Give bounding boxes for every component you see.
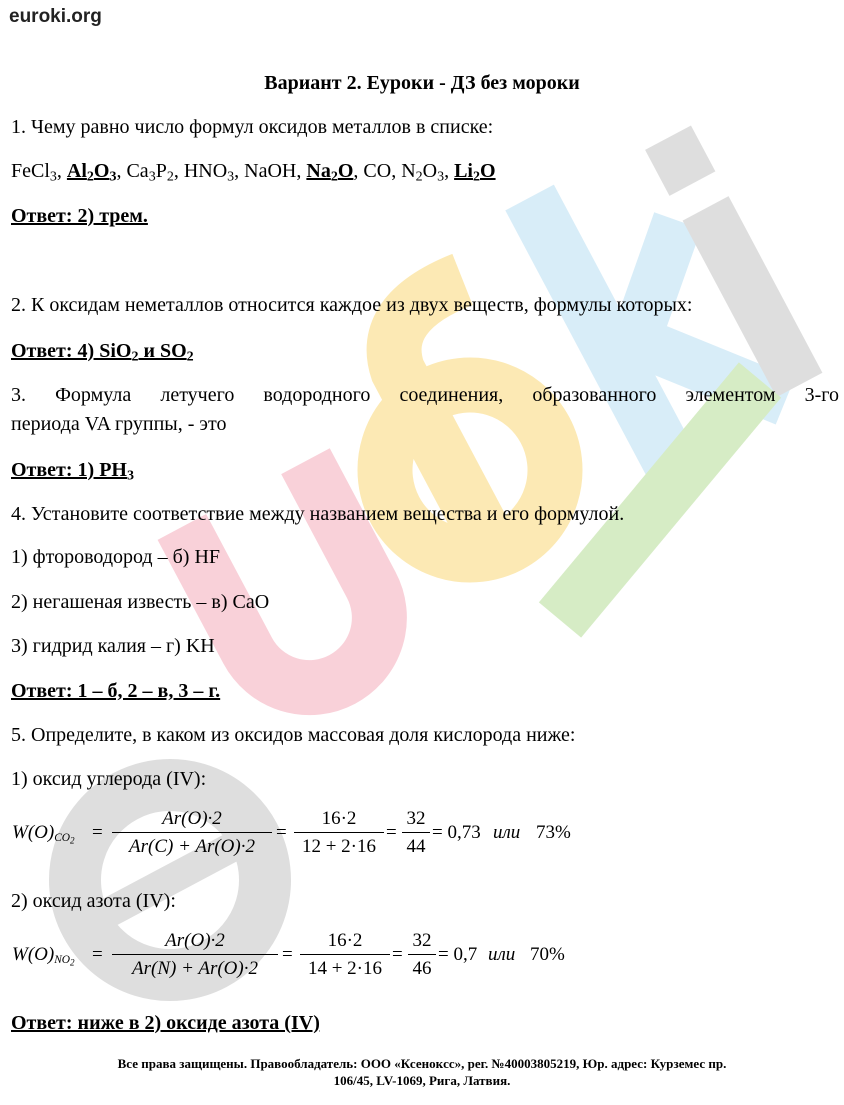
q4-line-1: 1) фтороводород – б) HF bbox=[11, 546, 221, 568]
formula-no2-lhs: $W(O)_{NO_2}$ bbox=[12, 944, 75, 968]
q2-answer: Ответ: 4) SiO$_2$ и $SO_2$ bbox=[11, 340, 194, 365]
formula-item: NaOH bbox=[244, 160, 297, 182]
q4-answer: Ответ: 1 – б, 2 – в, 3 – г. bbox=[11, 680, 221, 702]
formula-co2-frac3: 32 44 bbox=[402, 808, 430, 858]
copyright-footer bbox=[0, 1055, 844, 1089]
q3-question-line2: периода VA группы, - это bbox=[11, 413, 227, 435]
formula-item: FeCl$_3$ bbox=[11, 160, 57, 185]
formula-item: CO bbox=[363, 160, 392, 182]
page-title: Вариант 2. Еуроки - ДЗ без мороки bbox=[264, 72, 580, 94]
q5-item-2: 2) оксид азота (IV): bbox=[11, 890, 176, 912]
q4-line-2: 2) негашеная известь – в) CaO bbox=[11, 591, 270, 613]
formula-item: $Na_2O$ bbox=[306, 160, 354, 185]
q3-question-line1: 3. Формула летучего водородного соединения, образованного элементом 3-го bbox=[11, 384, 839, 406]
formula-item: $Ca_3P_2$ bbox=[126, 160, 174, 185]
q1-formula-list: FeCl$_3$, $Al_2O_3$, $Ca_3P_2$, $HNO_3$, NaOH, $Na_2O$, CO, $N_2O_3$, $Li_2O$ bbox=[11, 160, 496, 185]
q4-question: 4. Установите соответствие между названием вещества и его формулой. bbox=[11, 503, 625, 525]
q5-item-1: 1) оксид углерода (IV): bbox=[11, 768, 207, 790]
formula-item: $Li_2O$ bbox=[454, 160, 496, 185]
q3-answer: Ответ: 1) $PH_3$ bbox=[11, 459, 134, 484]
formula-co2-frac2: 16·2 12 + 2·16 bbox=[294, 808, 384, 858]
formula-no2-frac3: 32 46 bbox=[408, 930, 436, 980]
formula-item: $Al_2O_3$ bbox=[66, 160, 117, 185]
q5-question: 5. Определите, в каком из оксидов массовая доля кислорода ниже: bbox=[11, 724, 576, 746]
formula-item: $N_2O_3$ bbox=[401, 160, 445, 185]
q1-question: 1. Чему равно число формул оксидов металлов в списке: bbox=[11, 116, 494, 138]
q1-answer: Ответ: 2) трем. bbox=[11, 205, 148, 227]
q4-line-3: 3) гидрид калия – г) KH bbox=[11, 635, 215, 657]
formula-co2: $W(O)_{CO_2}$ = Ar(O)·2 Ar(C) + Ar(O)·2 = 16·2 12 + 2·16 = 32 44 = 0,73 или 73% bbox=[12, 808, 571, 857]
formula-no2: $W(O)_{NO_2}$ = Ar(O)·2 Ar(N) + Ar(O)·2 = 16·2 14 + 2·16 = 32 46 = 0,7 или 70% bbox=[12, 930, 565, 979]
footer-line-2: 106/45, LV-1069, Рига, Латвия. bbox=[333, 1073, 511, 1088]
q2-question: 2. К оксидам неметаллов относится каждое из двух веществ, формулы которых: bbox=[11, 294, 693, 316]
formula-no2-frac2: 16·2 14 + 2·16 bbox=[300, 930, 390, 980]
formula-no2-frac1: Ar(O)·2 Ar(N) + Ar(O)·2 bbox=[112, 930, 278, 980]
formula-item: $HNO_3$ bbox=[183, 160, 235, 185]
footer-line-1: Все права защищены. Правообладатель: ООО «Ксенокcс», рег. №40003805219, Юр. адрес: Курземес пр. bbox=[117, 1056, 727, 1071]
site-name: euroki.org bbox=[9, 6, 102, 27]
formula-co2-frac1: Ar(O)·2 Ar(C) + Ar(O)·2 bbox=[112, 808, 272, 858]
q5-answer: Ответ: ниже в 2) оксиде азота (IV) bbox=[11, 1012, 320, 1034]
formula-co2-lhs: $W(O)_{CO_2}$ bbox=[12, 822, 75, 846]
